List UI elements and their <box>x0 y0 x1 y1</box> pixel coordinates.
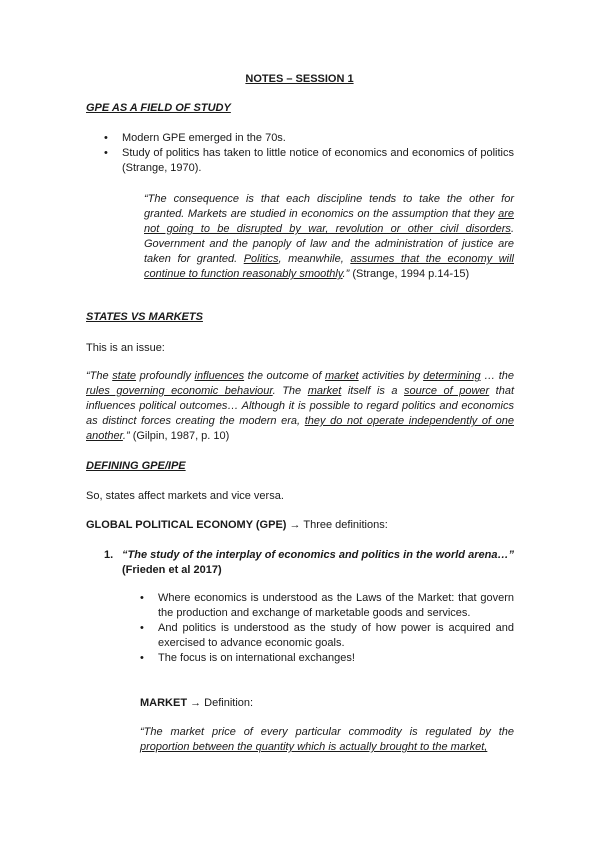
list-item: • Modern GPE emerged in the 70s. <box>86 131 514 146</box>
citation: (Strange, 1994 p.14-15) <box>349 268 470 280</box>
citation: (Frieden et al 2017) <box>122 564 222 576</box>
quote-underlined: rules governing economic behaviour <box>86 385 273 397</box>
quote-text: .” <box>342 268 350 280</box>
quote-underlined: influences <box>194 370 245 382</box>
list-number: 1. <box>104 549 114 561</box>
quote-underlined: proportion between the quantity which is actually brought to the market, <box>140 741 488 753</box>
heading-gpe-field-of-study: GPE AS A FIELD OF STUDY <box>86 102 231 114</box>
quote-text: activities by <box>358 370 424 382</box>
gpe-rest: → Three definitions: <box>286 519 388 531</box>
quote-underlined: market <box>325 370 359 382</box>
gpe-label: GLOBAL POLITICAL ECONOMY (GPE) <box>86 519 287 531</box>
market-rest: → Definition: <box>187 697 254 709</box>
quote-text: that influences political outcomes… Although it is possible to regard politics and economics as distinct forces creating the modern era, <box>86 385 515 427</box>
quote-text: . The <box>272 385 308 397</box>
bullet-list-definition <box>122 591 514 666</box>
market-label: MARKET <box>140 697 188 709</box>
quote-underlined: are not going to be disrupted by war, revolution or other civil disorders <box>144 208 514 235</box>
market-definition-line <box>140 696 514 711</box>
definition-one <box>122 548 514 578</box>
heading-defining-gpe-ipe: DEFINING GPE/IPE <box>86 460 186 472</box>
quote-underlined: market <box>307 385 342 397</box>
quote-text: “The market price of every particular commodity is regulated by the <box>140 726 514 738</box>
quote-market <box>140 725 514 755</box>
quote-text: itself is a <box>341 385 405 397</box>
intro-text: So, states affect markets and vice versa. <box>86 490 284 502</box>
quote-underlined: they do not operate independently of one another <box>86 415 514 442</box>
quote-text: profoundly <box>136 370 195 382</box>
quote-text: “The consequence is that each discipline tends to take the other for granted. Markets are studied in economics on the assumption that they <box>144 193 514 220</box>
quote-text: “The <box>86 370 113 382</box>
quote-text: .” <box>122 430 130 442</box>
citation: (Gilpin, 1987, p. 10) <box>129 430 230 442</box>
quote-underlined: determining <box>423 370 481 382</box>
quote-underlined: source of power <box>404 385 490 397</box>
list-item: • Where economics is understood as the Laws of the Market: that govern the production and exchange of marketable goods and services. <box>122 591 514 621</box>
quote-strange <box>144 192 514 282</box>
list-item: • Study of politics has taken to little notice of economics and economics of politics (Strange, 1970). <box>86 146 514 176</box>
quote-text: … the <box>480 370 515 382</box>
quote-text: the outcome of <box>244 370 325 382</box>
quote-underlined: assumes that the economy will continue to function reasonably smoothly <box>144 253 514 280</box>
quote-gilpin <box>86 369 514 444</box>
list-item: • And politics is understood as the study of how power is acquired and exercised to advance economic goals. <box>122 621 514 651</box>
page-title: NOTES – SESSION 1 <box>245 73 354 85</box>
definition-quote: “The study of the interplay of economics and politics in the world arena…” <box>122 549 514 561</box>
quote-underlined: Politics <box>243 253 279 265</box>
list-item: • The focus is on international exchanges! <box>122 651 514 666</box>
gpe-definition-line <box>86 518 514 533</box>
quote-text: . Government and the panoply of law and the administration of justice are taken for granted. <box>144 223 514 265</box>
heading-states-vs-markets: STATES VS MARKETS <box>86 311 203 323</box>
quote-text: , meanwhile, <box>278 253 351 265</box>
intro-text: This is an issue: <box>86 342 165 354</box>
bullet-list-gpe <box>86 131 514 176</box>
quote-underlined: state <box>112 370 137 382</box>
